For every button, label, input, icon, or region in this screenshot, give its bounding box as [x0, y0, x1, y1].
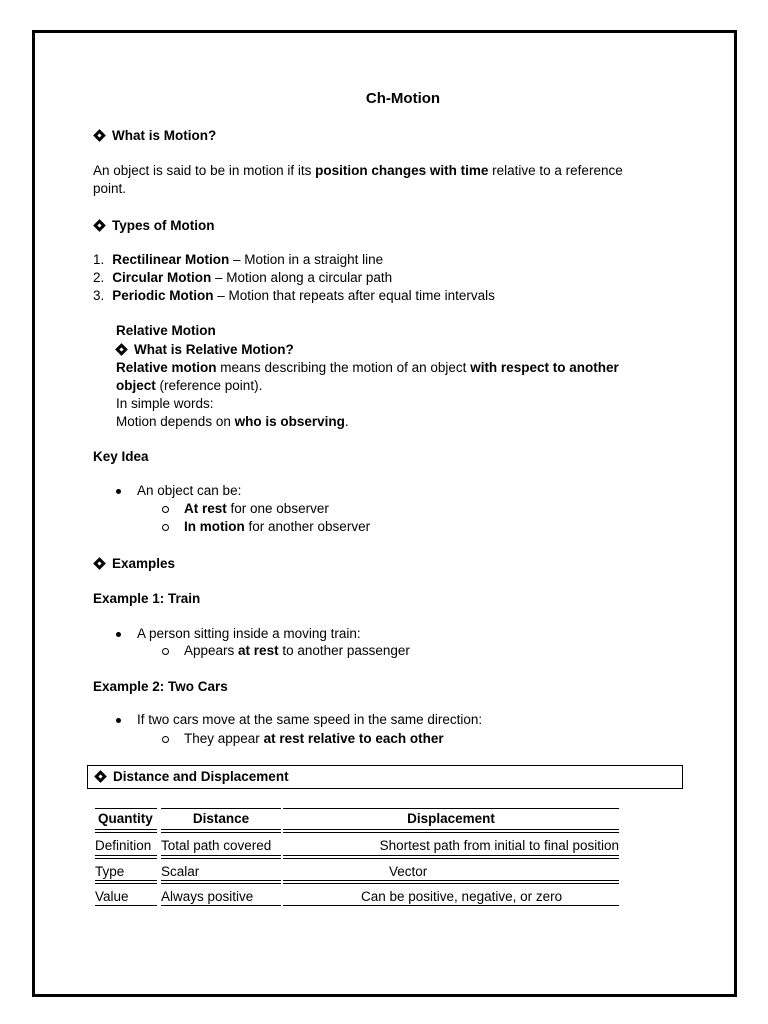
- heading-what-is-motion: What is Motion?: [92, 127, 216, 145]
- bullet-circle-icon: [162, 648, 169, 655]
- list-item: Appears at rest to another passenger: [162, 642, 410, 660]
- table-cell: Definition: [95, 838, 152, 853]
- list-item: At rest for one observer: [162, 500, 329, 518]
- list-item: They appear at rest relative to each other: [162, 730, 444, 748]
- heading-key-idea: Key Idea: [93, 449, 149, 464]
- relative-simple-words: In simple words:: [116, 396, 214, 411]
- bullet-circle-icon: [162, 736, 169, 743]
- table-cell: Value: [95, 889, 129, 904]
- list-item: In motion for another observer: [162, 518, 370, 536]
- list-item: A person sitting inside a moving train:: [116, 625, 361, 643]
- table-cell: Type: [95, 864, 125, 879]
- header-quantity: Quantity: [98, 811, 153, 826]
- heading-relative-motion: Relative Motion: [116, 323, 216, 338]
- diamond-bullet-icon: [93, 220, 106, 233]
- list-item: If two cars move at the same speed in the same direction:: [116, 711, 482, 729]
- relative-summary: Motion depends on who is observing.: [116, 414, 349, 429]
- bullet-circle-icon: [162, 524, 169, 531]
- diamond-bullet-icon: [115, 344, 128, 357]
- motion-definition-line2: point.: [93, 181, 127, 196]
- heading-example-1: Example 1: Train: [93, 591, 201, 606]
- heading-types-of-motion: Types of Motion: [92, 217, 215, 235]
- table-cell: Total path covered: [161, 838, 272, 853]
- motion-definition-line1: An object is said to be in motion if its position changes with time relative to a reference: [93, 163, 623, 178]
- heading-distance-displacement: Distance and Displacement: [87, 765, 683, 789]
- page-title: Ch-Motion: [365, 90, 441, 107]
- bullet-dot-icon: [116, 632, 121, 637]
- header-distance: Distance: [192, 811, 250, 826]
- diamond-bullet-icon: [93, 558, 106, 571]
- bullet-circle-icon: [162, 506, 169, 513]
- heading-example-2: Example 2: Two Cars: [93, 679, 228, 694]
- list-item: 3. Periodic Motion – Motion that repeats after equal time intervals: [93, 288, 495, 303]
- heading-examples: Examples: [92, 555, 175, 573]
- diamond-bullet-icon: [94, 771, 107, 784]
- list-item: An object can be:: [116, 482, 241, 500]
- diamond-bullet-icon: [93, 130, 106, 143]
- table-cell: Vector: [389, 864, 428, 879]
- table-cell: Scalar: [161, 864, 200, 879]
- heading-what-is-relative-motion: What is Relative Motion?: [114, 341, 294, 359]
- table-cell: Always positive: [161, 889, 254, 904]
- list-item: 2. Circular Motion – Motion along a circular path: [93, 270, 393, 285]
- bullet-dot-icon: [116, 718, 121, 723]
- list-item: 1. Rectilinear Motion – Motion in a straight line: [93, 252, 384, 267]
- relative-definition-line1: Relative motion means describing the motion of an object with respect to another: [116, 360, 619, 375]
- relative-definition-line2: object (reference point).: [116, 378, 263, 393]
- bullet-dot-icon: [116, 489, 121, 494]
- table-cell: Shortest path from initial to final position: [379, 838, 619, 853]
- table-cell: Can be positive, negative, or zero: [361, 889, 563, 904]
- header-displacement: Displacement: [407, 811, 495, 826]
